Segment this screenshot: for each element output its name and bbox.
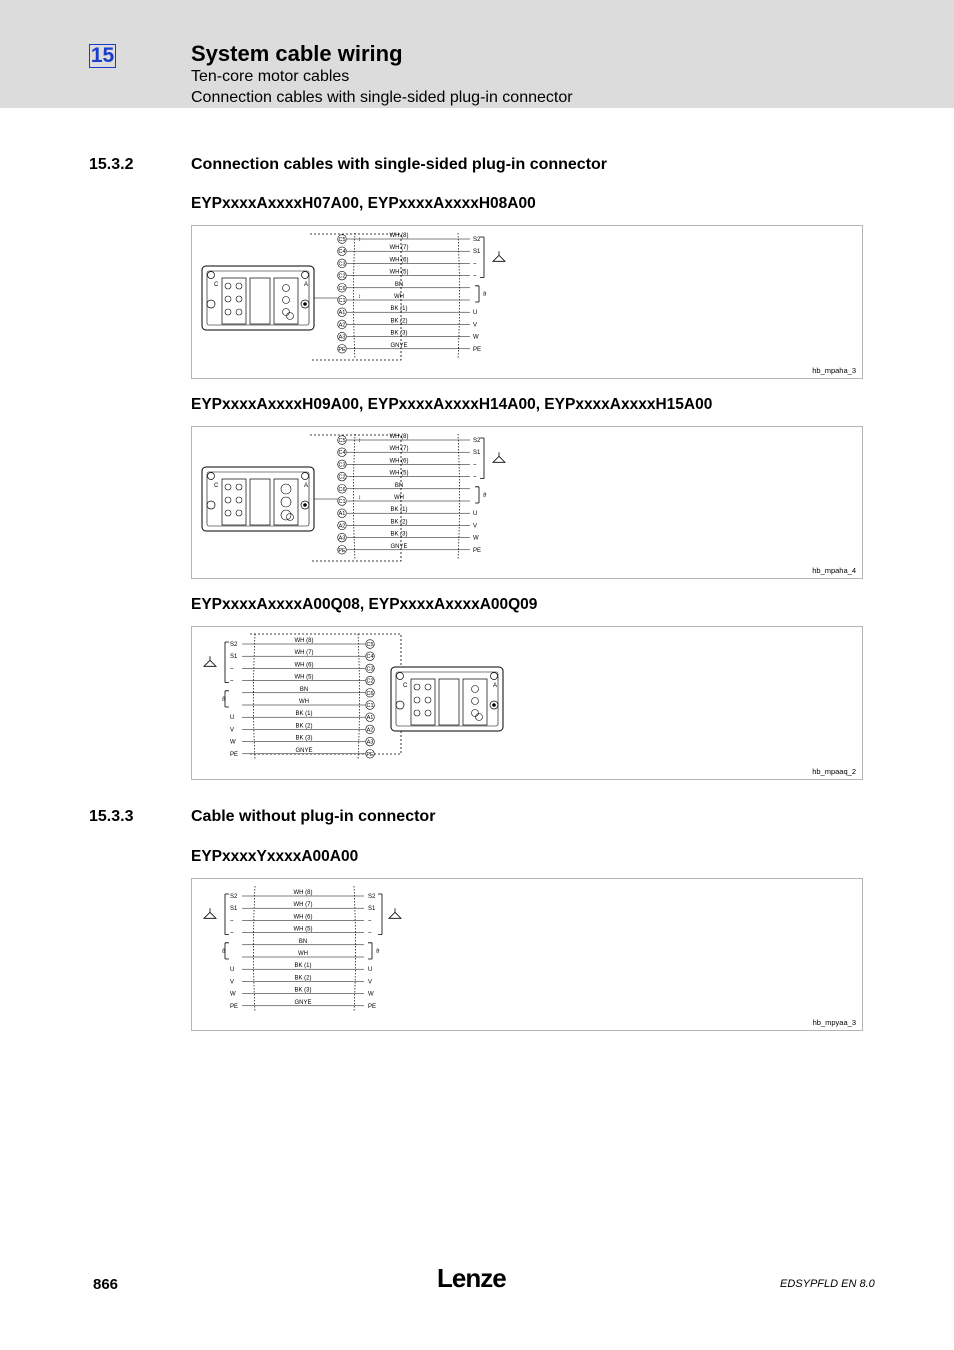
signal-label: U bbox=[473, 310, 478, 317]
section-title: Connection cables with single-sided plug-in connector bbox=[191, 156, 608, 173]
pin-label: C5 bbox=[338, 438, 346, 444]
pin-label: PE bbox=[366, 751, 374, 758]
thermal-sensor-icon: ϑ bbox=[222, 948, 226, 955]
connector-label-c: C bbox=[403, 683, 408, 689]
signal-bracket bbox=[480, 237, 484, 278]
pin-label: C3 bbox=[338, 261, 346, 268]
pin-label: A1 bbox=[338, 310, 346, 317]
figure-title: EYPxxxxYxxxxA00A00 bbox=[191, 848, 359, 865]
cable-shield bbox=[354, 434, 460, 560]
core-label: WH bbox=[298, 951, 308, 957]
arrow-icon: ↕ bbox=[358, 438, 361, 444]
core-label: WH (8) bbox=[293, 890, 313, 896]
core-label: BK (1) bbox=[294, 963, 312, 970]
section-number: 15.3.2 bbox=[89, 156, 134, 173]
connector-label-a: A bbox=[493, 683, 498, 689]
lenze-logo: Lenze bbox=[437, 1263, 506, 1293]
core-label: WH (5) bbox=[389, 470, 409, 477]
core-label: BN bbox=[298, 938, 308, 945]
arrow-icon: ↕ bbox=[358, 237, 361, 243]
signal-label: ~ bbox=[368, 918, 372, 925]
core-label: WH (7) bbox=[294, 650, 314, 657]
signal-label: PE bbox=[230, 1003, 239, 1010]
wiring-figure bbox=[191, 626, 863, 780]
signal-label: W bbox=[473, 535, 479, 542]
signal-label: V bbox=[473, 322, 478, 329]
shield-dashed-box bbox=[250, 634, 401, 754]
chapter-title: System cable wiring bbox=[191, 41, 403, 66]
core-label: BK (2) bbox=[390, 519, 408, 526]
pin-label: C1 bbox=[338, 499, 346, 505]
page-header bbox=[0, 0, 954, 108]
section-number: 15.3.3 bbox=[89, 808, 134, 825]
pin-label: C6 bbox=[338, 285, 346, 292]
wiring-figure bbox=[191, 878, 863, 1031]
pin-label: A3 bbox=[338, 535, 346, 542]
signal-label: V bbox=[230, 727, 235, 734]
shield-dashed-box bbox=[310, 234, 404, 360]
pin-label: C4 bbox=[338, 249, 346, 256]
pin-label: C3 bbox=[366, 666, 374, 673]
wiring-diagram-single-plug bbox=[192, 427, 864, 580]
thermal-sensor-icon: ϑ bbox=[222, 696, 226, 703]
core-label: GNYE bbox=[295, 747, 313, 754]
thermal-sensor-icon: ϑ bbox=[483, 291, 487, 298]
screw-center bbox=[303, 503, 307, 507]
core-label: WH (6) bbox=[293, 914, 313, 921]
core-label: BK (3) bbox=[390, 330, 408, 337]
signal-label: S1 bbox=[368, 906, 376, 913]
core-label: BK (1) bbox=[390, 306, 408, 313]
signal-bracket bbox=[475, 286, 479, 302]
pin-label: C2 bbox=[338, 273, 346, 280]
pin-label: A1 bbox=[366, 715, 374, 722]
figure-id: hb_mpyaa_3 bbox=[812, 1018, 856, 1027]
core-label: BN bbox=[299, 686, 309, 693]
signal-label: ~ bbox=[230, 930, 234, 937]
diagram-group bbox=[202, 434, 505, 561]
ground-icon bbox=[493, 452, 505, 462]
core-label: WH (6) bbox=[294, 662, 314, 669]
signal-label: S1 bbox=[473, 249, 481, 256]
signal-label: ~ bbox=[368, 930, 372, 937]
signal-bracket bbox=[225, 943, 229, 959]
figure-title: EYPxxxxAxxxxA00Q08, EYPxxxxAxxxxA00Q09 bbox=[191, 596, 538, 613]
pin-label: C6 bbox=[338, 486, 346, 493]
section-title: Cable without plug-in connector bbox=[191, 808, 436, 825]
signal-label: S2 bbox=[473, 237, 481, 243]
signal-label: U bbox=[230, 967, 235, 974]
signal-label: PE bbox=[368, 1003, 377, 1010]
page-number: 866 bbox=[93, 1276, 119, 1293]
signal-label: S2 bbox=[230, 642, 238, 648]
diagram-group bbox=[204, 634, 503, 760]
signal-label: S1 bbox=[230, 654, 238, 661]
signal-bracket bbox=[225, 894, 229, 935]
core-label: WH bbox=[394, 294, 404, 300]
core-label: WH (5) bbox=[293, 926, 313, 933]
signal-label: ~ bbox=[473, 261, 477, 268]
signal-label: V bbox=[473, 523, 478, 530]
ground-icon bbox=[389, 908, 401, 918]
diagram-group bbox=[202, 233, 505, 360]
core-label: BN bbox=[394, 281, 404, 288]
signal-label: ~ bbox=[230, 666, 234, 673]
signal-label: U bbox=[473, 511, 478, 518]
core-label: WH bbox=[299, 699, 309, 705]
signal-label: S1 bbox=[473, 450, 481, 457]
wiring-diagram-no-plug bbox=[192, 879, 864, 1032]
thermal-sensor-icon: ϑ bbox=[376, 948, 380, 955]
connector-housing bbox=[202, 266, 314, 330]
pin-label: C1 bbox=[338, 298, 346, 304]
figure-title: EYPxxxxAxxxxH07A00, EYPxxxxAxxxxH08A00 bbox=[191, 195, 536, 212]
core-label: WH (7) bbox=[293, 902, 313, 909]
core-label: BK (3) bbox=[390, 531, 408, 538]
signal-label: S1 bbox=[230, 906, 238, 913]
pin-label: C5 bbox=[338, 237, 346, 243]
signal-label: PE bbox=[473, 547, 482, 554]
wiring-diagram-single-plug-mirrored bbox=[192, 627, 864, 781]
signal-label: S2 bbox=[368, 894, 376, 900]
wiring-figure bbox=[191, 426, 863, 579]
pin-label: A2 bbox=[338, 523, 346, 530]
signal-label: U bbox=[230, 715, 235, 722]
signal-label: W bbox=[230, 991, 236, 998]
pin-label: C1 bbox=[366, 703, 374, 709]
pin-label: C2 bbox=[366, 678, 374, 685]
signal-label: W bbox=[368, 991, 374, 998]
pin-label: C6 bbox=[366, 690, 374, 697]
pin-label: C4 bbox=[338, 450, 346, 457]
signal-bracket bbox=[378, 894, 382, 935]
signal-label: V bbox=[368, 979, 373, 986]
signal-bracket bbox=[225, 642, 229, 683]
pin-label: A3 bbox=[338, 334, 346, 341]
signal-label: ~ bbox=[473, 474, 477, 481]
signal-bracket bbox=[480, 438, 484, 479]
core-label: WH (7) bbox=[389, 446, 409, 453]
pin-label: PE bbox=[338, 547, 346, 554]
header-subtitle-1: Ten-core motor cables bbox=[191, 68, 350, 85]
chapter-number-link[interactable]: 15 bbox=[90, 44, 115, 67]
figure-title: EYPxxxxAxxxxH09A00, EYPxxxxAxxxxH14A00, EYPxxxxAxxxxH15A00 bbox=[191, 396, 713, 413]
figure-id: hb_mpaaq_2 bbox=[812, 767, 856, 776]
core-label: WH (8) bbox=[294, 638, 314, 644]
header-subtitle-2: Connection cables with single-sided plug-in connector bbox=[191, 89, 573, 106]
core-label: BK (3) bbox=[295, 735, 313, 742]
connector-label-c: C bbox=[214, 282, 219, 288]
pin-label: A2 bbox=[366, 727, 374, 734]
wiring-diagram-single-plug bbox=[192, 226, 864, 380]
screw-center bbox=[492, 703, 496, 707]
signal-label: S2 bbox=[230, 894, 238, 900]
core-label: WH bbox=[394, 495, 404, 501]
core-label: BK (1) bbox=[295, 711, 313, 718]
connector-label-a: A bbox=[304, 282, 309, 288]
core-label: GNYE bbox=[390, 342, 408, 349]
connector-housing bbox=[391, 667, 503, 731]
arrow-icon: ↕ bbox=[358, 495, 361, 501]
screw-center bbox=[303, 302, 307, 306]
wiring-figure bbox=[191, 225, 863, 379]
pin-label: A1 bbox=[338, 511, 346, 518]
core-label: GNYE bbox=[390, 543, 408, 550]
pin-label: PE bbox=[338, 346, 346, 353]
pin-label: C5 bbox=[366, 642, 374, 648]
core-label: BN bbox=[394, 482, 404, 489]
signal-label: PE bbox=[473, 346, 482, 353]
signal-bracket bbox=[225, 691, 229, 707]
core-label: WH (5) bbox=[294, 674, 314, 681]
arrow-icon: ↕ bbox=[358, 294, 361, 300]
core-label: WH (6) bbox=[389, 257, 409, 264]
figure-id: hb_mpaha_3 bbox=[812, 366, 856, 375]
core-label: BK (2) bbox=[295, 723, 313, 730]
core-label: BK (3) bbox=[294, 987, 312, 994]
signal-label: W bbox=[230, 739, 236, 746]
pin-label: C4 bbox=[366, 654, 374, 661]
core-label: BK (1) bbox=[390, 507, 408, 514]
signal-bracket bbox=[475, 487, 479, 503]
core-label: WH (7) bbox=[389, 245, 409, 252]
core-label: WH (5) bbox=[389, 269, 409, 276]
core-label: BK (2) bbox=[390, 318, 408, 325]
cable-shield bbox=[354, 233, 460, 359]
ground-icon bbox=[204, 908, 216, 918]
signal-label: W bbox=[473, 334, 479, 341]
connector-housing bbox=[202, 467, 314, 531]
signal-label: PE bbox=[230, 751, 239, 758]
signal-label: ~ bbox=[230, 678, 234, 685]
signal-label: U bbox=[368, 967, 373, 974]
signal-label: V bbox=[230, 979, 235, 986]
document-reference: EDSYPFLD EN 8.0 bbox=[780, 1278, 875, 1290]
signal-label: S2 bbox=[473, 438, 481, 444]
diagram-group bbox=[204, 886, 401, 1012]
core-label: WH (8) bbox=[389, 233, 409, 239]
ground-icon bbox=[204, 656, 216, 666]
core-label: WH (8) bbox=[389, 434, 409, 440]
pin-label: C3 bbox=[338, 462, 346, 469]
core-label: WH (6) bbox=[389, 458, 409, 465]
figure-id: hb_mpaha_4 bbox=[812, 566, 856, 575]
pin-label: A3 bbox=[366, 739, 374, 746]
connector-label-a: A bbox=[304, 483, 309, 489]
core-label: GNYE bbox=[294, 999, 312, 1006]
signal-label: ~ bbox=[473, 273, 477, 280]
connector-label-c: C bbox=[214, 483, 219, 489]
signal-bracket bbox=[368, 943, 372, 959]
thermal-sensor-icon: ϑ bbox=[483, 492, 487, 499]
pin-label: C2 bbox=[338, 474, 346, 481]
shield-dashed-box bbox=[310, 435, 404, 561]
signal-label: ~ bbox=[230, 918, 234, 925]
signal-label: ~ bbox=[473, 462, 477, 469]
core-label: BK (2) bbox=[294, 975, 312, 982]
pin-label: A2 bbox=[338, 322, 346, 329]
ground-icon bbox=[493, 251, 505, 261]
